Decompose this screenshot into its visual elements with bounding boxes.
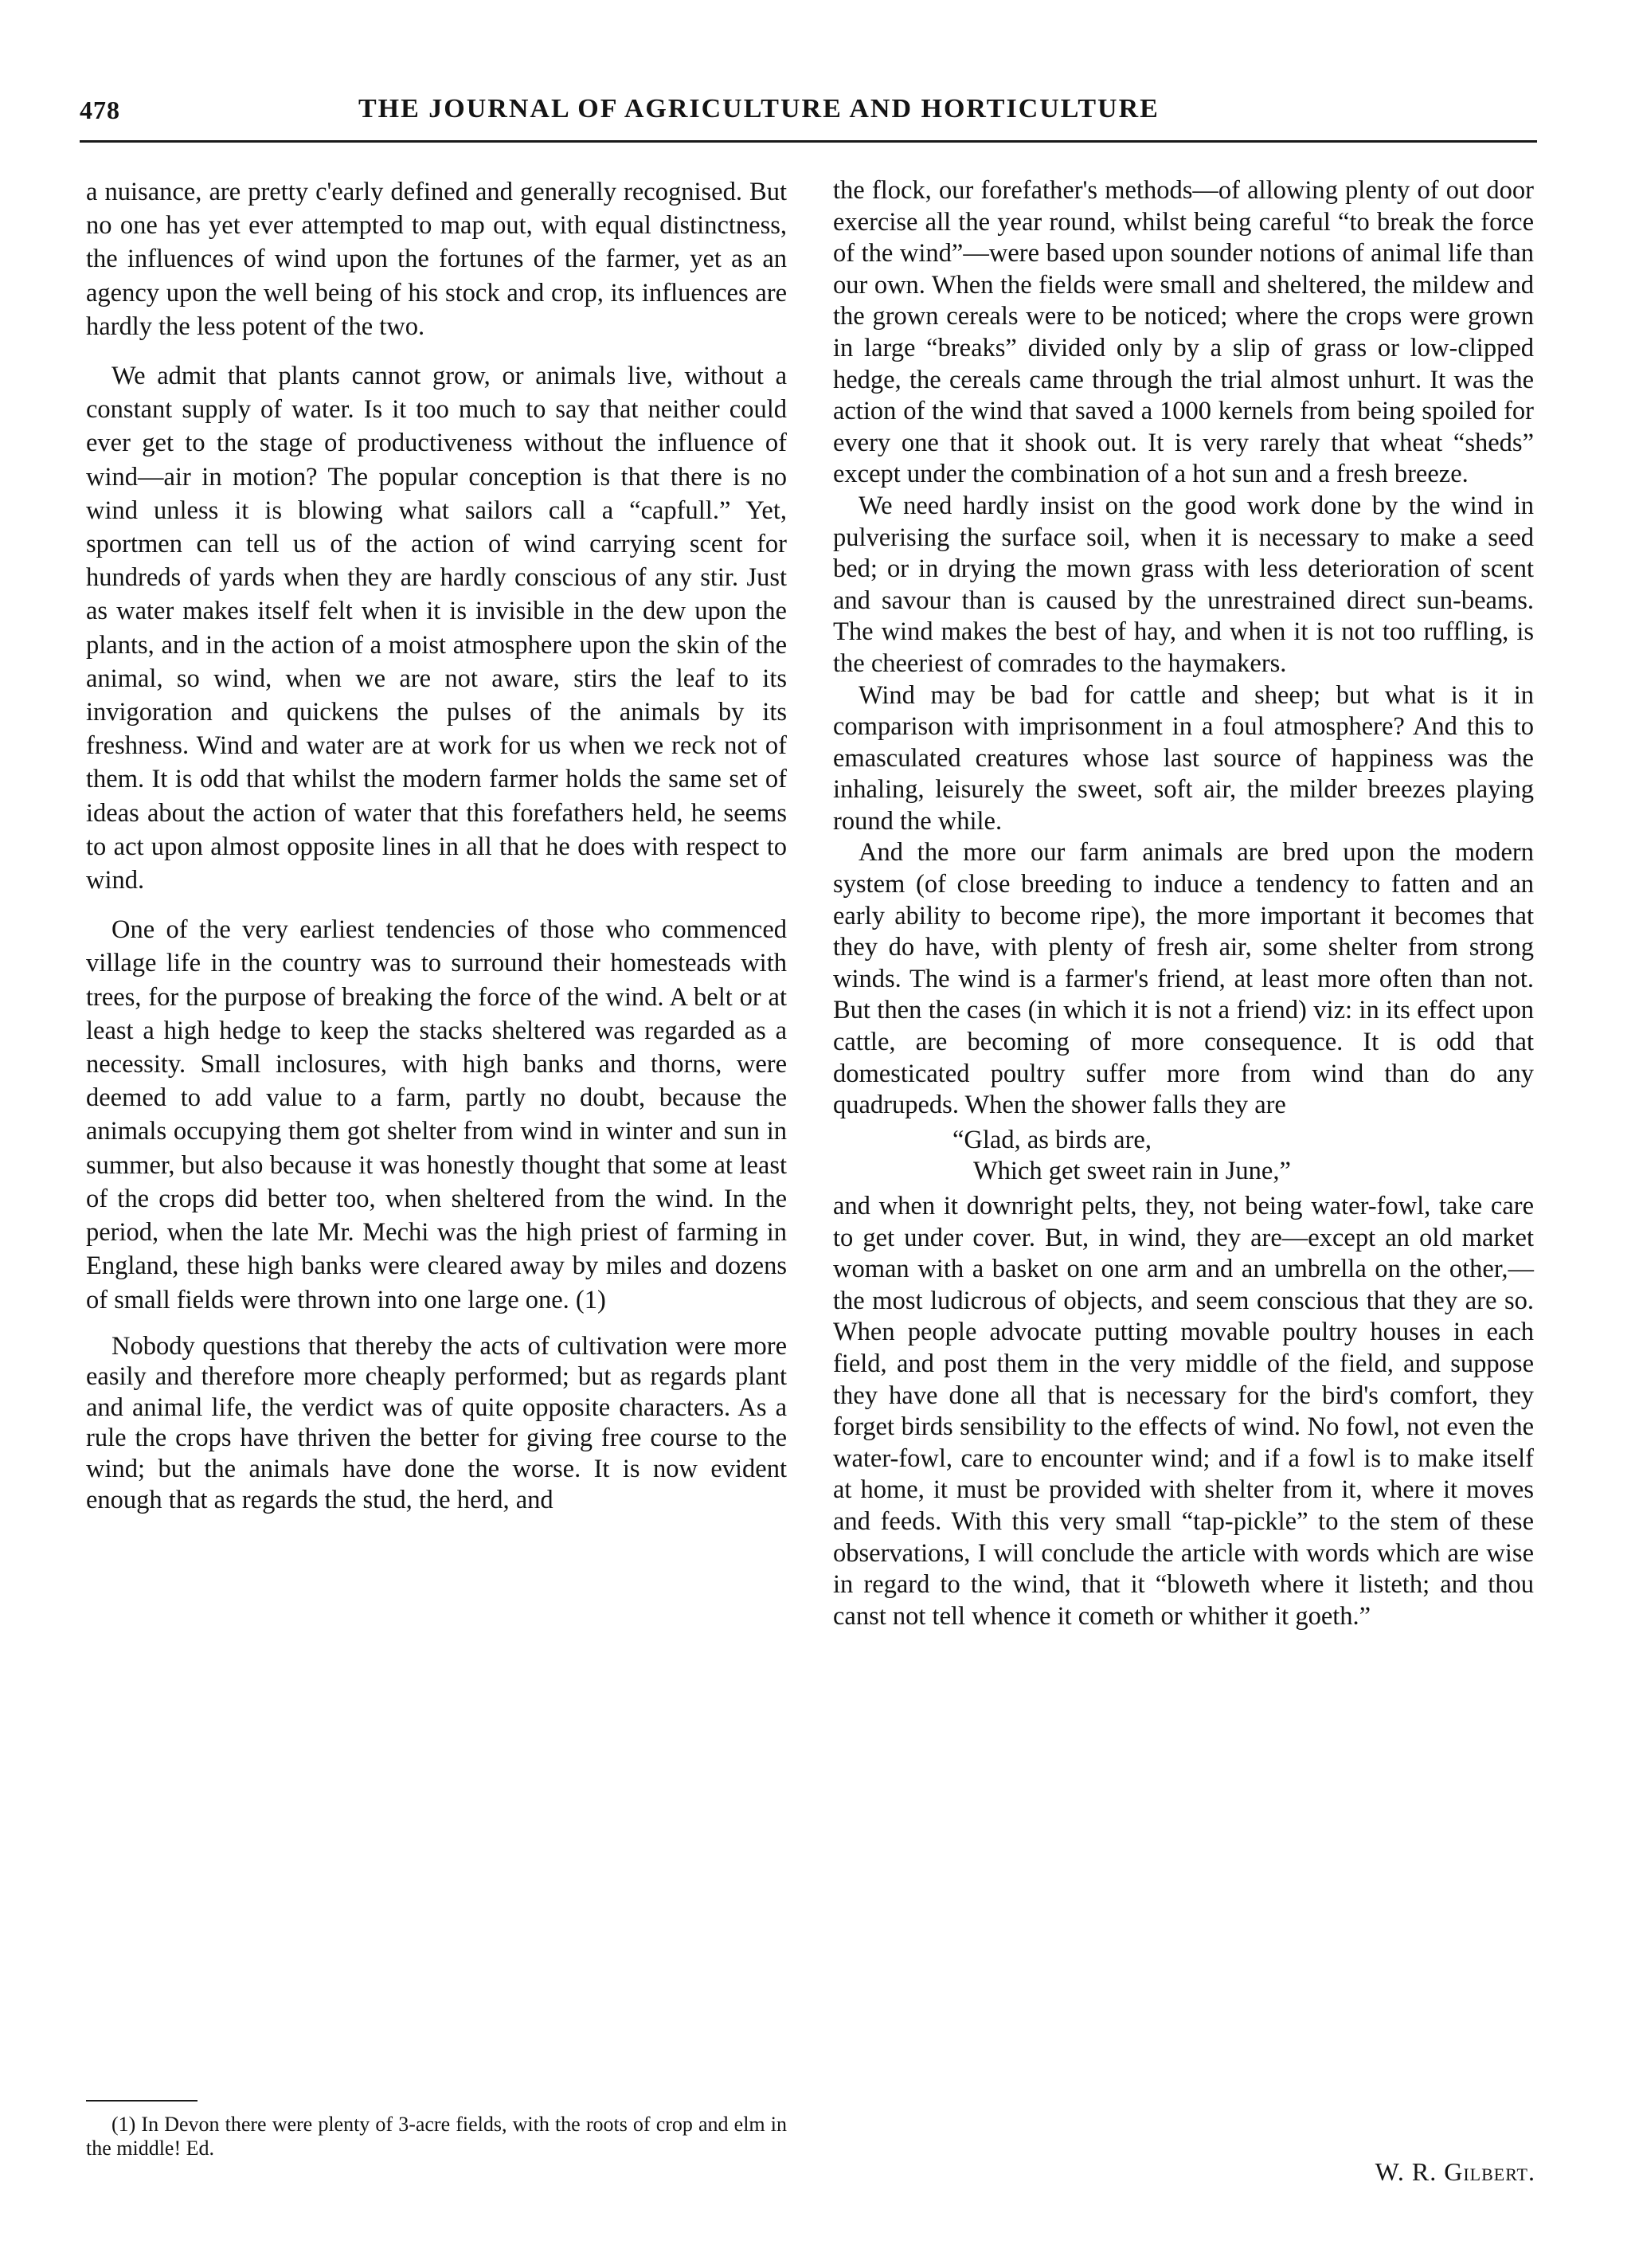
right-column: [833, 175, 1534, 1632]
paragraph: and when it downright pelts, they, not being water-fowl, take care to get under cover. But, in wind, they are—except an old market woman with a basket on one arm and an umbrella on the other,—the most ludicrous of objects, and seem conscious that they are so. When people advocate putting movable poultry houses in each field, and post them in the very middle of the field, and suppose they have done all that is necessary for the bird's comfort, they forget birds sensibility to the effects of wind. No fowl, not even the water-fowl, care to encounter wind; and if a fowl is to make itself at home, it must be provided with shelter from it, where it moves and feeds. With this very small “tap-pickle” to the stem of these observations, I will conclude the article with words which are wise in regard to the wind, that it “bloweth where it listeth; and thou canst not tell whence it cometh or whither it goeth.”: [833, 1192, 1534, 1631]
page-number: 478: [80, 96, 120, 124]
footnote-text: (1) In Devon there were plenty of 3-acre fields, with the roots of crop and elm in the middle! Ed.: [86, 2113, 787, 2160]
verse-quotation: [833, 1125, 1534, 1188]
paragraph: We admit that plants cannot grow, or animals live, without a constant supply of water. Is it too much to say that neither could ever get to the stage of productiveness without the influence of wind—air in motion? The popular conception is that there is no wind unless it is blowing what sailors call a “capfull.” Yet, sportmen can tell us of the action of wind carrying scent for hundreds of yards when they are hardly conscious of any stir. Just as water makes itself felt when it is invisible in the dew upon the plants, and in the action of a moist atmosphere upon the skin of the animal, so wind, when we are not aware, stirs the leaf to its invigoration and quickens the pulses of the animals by its freshness. Wind and water are at work for us when we reck not of them. It is odd that whilst the modern farmer holds the same set of ideas about the action of water that this forefathers held, he seems to act upon almost opposite lines in all that he does with respect to wind.: [86, 362, 787, 895]
journal-title: THE JOURNAL OF AGRICULTURE AND HORTICULTURE: [358, 94, 1160, 123]
header-rule: [80, 140, 1537, 143]
left-column: [86, 175, 787, 1515]
verse-line: “Glad, as birds are,: [952, 1125, 1152, 1154]
paragraph: the flock, our forefather's methods—of allowing plenty of out door exercise all the year round, whilst being careful “to break the force of the wind”—were based upon sounder notions of animal life than our own. When the fields were small and sheltered, the mildew and the grown cereals were to be noticed; where the crops were grown in large “breaks” divided only by a slip of grass or low-clipped hedge, the cereals came through the trial almost unhurt. It was the action of the wind that saved a 1000 kernels from being spoiled for every one that it shook out. It is very rarely that wheat “sheds” except under the combination of a hot sun and a fresh breeze.: [833, 176, 1534, 489]
footnote-rule: [86, 2100, 198, 2102]
paragraph: Nobody questions that thereby the acts of cultivation were more easily and therefore more cheaply performed; but as regards plant and animal life, the verdict was of quite opposite characters. As a rule the crops have thriven the better for giving free course to the wind; but the animals have done the worse. It is now evident enough that as regards the stud, the herd, and: [86, 1331, 787, 1514]
paragraph: One of the very earliest tendencies of those who commenced village life in the country was to surround their homesteads with trees, for the purpose of breaking the force of the wind. A belt or at least a high hedge to keep the stacks sheltered was regarded as a necessity. Small inclosures, with high banks and thorns, were deemed to add value to a farm, partly no doubt, because the animals occupying them got shelter from wind in winter and sun in summer, but also because it was honestly thought that some at least of the crops did better too, when sheltered from the wind. In the period, when the late Mr. Mechi was the high priest of farming in England, these high banks were cleared away by miles and dozens of small fields were thrown into one large one. (1): [86, 915, 787, 1314]
paragraph: a nuisance, are pretty c'early defined and generally recognised. But no one has yet ever attempted to map out, with equal distinctness, the influences of wind upon the fortunes of the farmer, yet as an agency upon the well being of his stock and crop, its influences are hardly the less potent of the two.: [86, 178, 787, 341]
footnote: [86, 2113, 787, 2160]
paragraph: And the more our farm animals are bred upon the modern system (of close breeding to induce a tendency to fatten and an early ability to become ripe), the more important it becomes that they do have, with plenty of fresh air, some shelter from strong winds. The wind is a farmer's friend, at least more often than not. But then the cases (in which it is not a friend) viz: in its effect upon cattle, are becoming of more consequence. It is odd that domesticated poultry suffer more from wind than do any quadrupeds. When the shower falls they are: [833, 838, 1534, 1120]
verse-line: Which get sweet rain in June,”: [973, 1157, 1291, 1186]
author-signature: W. R. Gilbert.: [1375, 2157, 1535, 2186]
paragraph: Wind may be bad for cattle and sheep; but what is it in comparison with imprisonment in a foul atmosphere? And this to emasculated creatures whose last source of happiness was the inhaling, leisurely the sweet, soft air, the milder breezes playing round the while.: [833, 680, 1534, 836]
running-head: [80, 89, 1537, 137]
paragraph: We need hardly insist on the good work done by the wind in pulverising the surface soil, when it is necessary to make a seed bed; or in drying the mown grass with less deterioration of scent and savour than is caused by the unrestrained direct sun-beams. The wind makes the best of hay, and when it is not too ruffling, is the cheeriest of comrades to the haymakers.: [833, 491, 1534, 678]
